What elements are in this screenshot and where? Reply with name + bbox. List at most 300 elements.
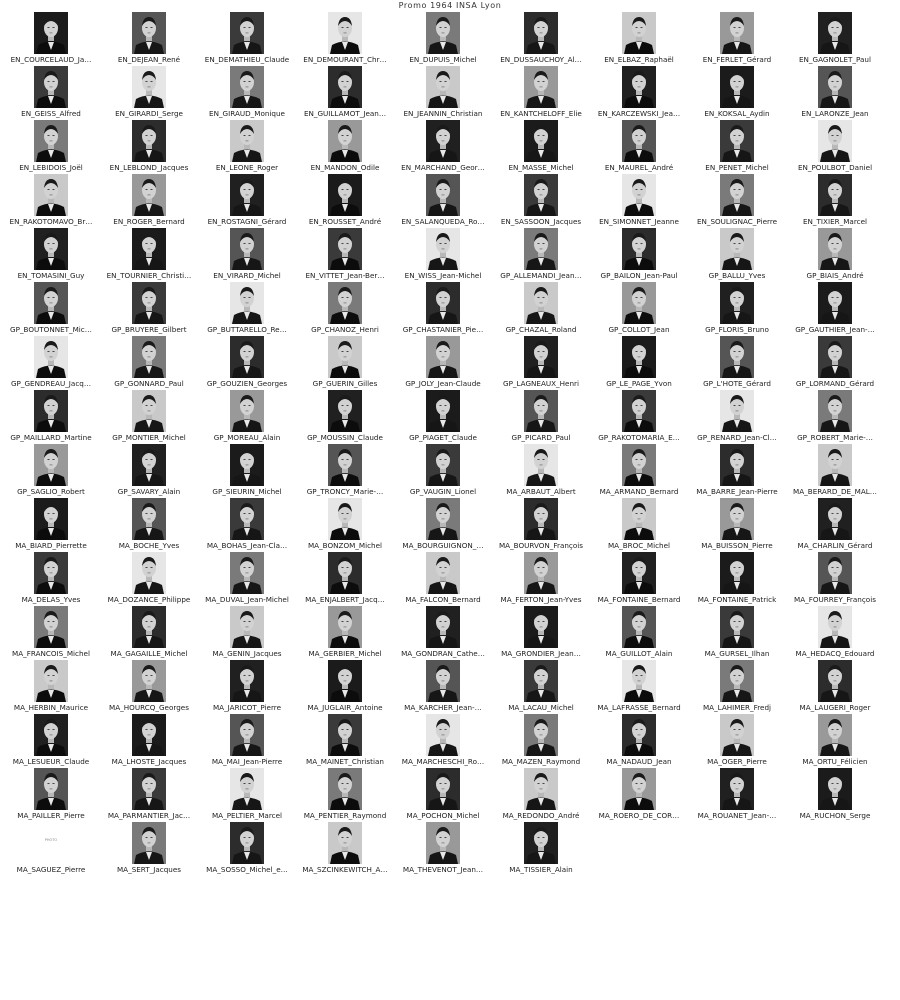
portrait-item[interactable] (2, 120, 100, 174)
portrait-caption[interactable]: GP_MAILLARD_Martine (10, 433, 92, 442)
portrait-item[interactable] (198, 660, 296, 714)
portrait-caption[interactable]: MA_MARCHESCHI_Ro… (401, 757, 485, 766)
portrait-photo[interactable] (328, 768, 362, 810)
portrait-caption[interactable]: GP_MOUSSIN_Claude (307, 433, 383, 442)
portrait-caption[interactable]: GP_BALLU_Yves (708, 271, 766, 280)
portrait-caption[interactable]: MA_FOURREY_François (794, 595, 876, 604)
portrait-item[interactable] (394, 390, 492, 444)
portrait-caption[interactable]: MA_MAZEN_Raymond (501, 757, 581, 766)
portrait-caption[interactable]: MA_ARMAND_Bernard (599, 487, 679, 496)
portrait-caption[interactable]: EN_SASSOON_Jacques (500, 217, 582, 226)
portrait-item[interactable] (198, 282, 296, 336)
portrait-caption[interactable]: MA_DELAS_Yves (21, 595, 81, 604)
portrait-photo[interactable] (426, 390, 460, 432)
portrait-item[interactable] (590, 660, 688, 714)
portrait-photo[interactable] (34, 120, 68, 162)
portrait-caption[interactable]: MA_BOURVON_François (498, 541, 584, 550)
portrait-caption[interactable]: GP_BAILON_Jean-Paul (600, 271, 678, 280)
portrait-item[interactable] (786, 120, 884, 174)
portrait-item[interactable] (100, 606, 198, 660)
portrait-photo[interactable] (426, 714, 460, 756)
portrait-caption[interactable]: GP_TRONCY_Marie-… (306, 487, 384, 496)
portrait-item[interactable] (590, 714, 688, 768)
portrait-photo[interactable] (34, 174, 68, 216)
portrait-photo[interactable] (720, 390, 754, 432)
portrait-caption[interactable]: MA_SAGUEZ_Pierre (16, 865, 86, 874)
portrait-photo[interactable] (622, 336, 656, 378)
portrait-photo[interactable] (720, 606, 754, 648)
portrait-photo[interactable] (426, 282, 460, 324)
portrait-item[interactable] (786, 336, 884, 390)
portrait-photo[interactable] (524, 66, 558, 108)
portrait-photo[interactable] (230, 390, 264, 432)
portrait-item[interactable] (688, 174, 786, 228)
portrait-item[interactable] (2, 822, 100, 876)
portrait-item[interactable] (394, 282, 492, 336)
portrait-item[interactable] (2, 66, 100, 120)
portrait-photo[interactable] (426, 822, 460, 864)
portrait-caption[interactable]: EN_ROSTAGNI_Gérard (207, 217, 287, 226)
portrait-item[interactable] (394, 714, 492, 768)
portrait-item[interactable] (198, 606, 296, 660)
portrait-item[interactable] (2, 174, 100, 228)
portrait-item[interactable] (296, 606, 394, 660)
portrait-photo[interactable] (524, 660, 558, 702)
portrait-item[interactable] (198, 390, 296, 444)
portrait-caption[interactable]: GP_ALLEMANDI_Jean… (500, 271, 582, 280)
portrait-item[interactable] (296, 12, 394, 66)
portrait-photo[interactable] (328, 174, 362, 216)
portrait-photo[interactable] (328, 390, 362, 432)
portrait-item[interactable] (394, 174, 492, 228)
portrait-item[interactable] (688, 336, 786, 390)
portrait-item[interactable] (296, 282, 394, 336)
portrait-caption[interactable]: GP_GOUZIEN_Georges (206, 379, 288, 388)
portrait-photo[interactable] (818, 174, 852, 216)
portrait-caption[interactable]: EN_DUPUIS_Michel (409, 55, 477, 64)
portrait-caption[interactable]: GP_PIAGET_Claude (409, 433, 477, 442)
portrait-caption[interactable]: EN_LEBIDOIS_Joël (19, 163, 83, 172)
portrait-caption[interactable]: EN_ELBAZ_Raphaël (604, 55, 674, 64)
portrait-caption[interactable]: MA_DUVAL_Jean-Michel (205, 595, 289, 604)
portrait-caption[interactable]: EN_LARONZE_Jean (801, 109, 869, 118)
portrait-caption[interactable]: EN_RAKOTOMAVO_Br… (9, 217, 93, 226)
portrait-caption[interactable]: GP_RENARD_Jean-Cl… (697, 433, 777, 442)
portrait-photo[interactable] (34, 390, 68, 432)
portrait-caption[interactable]: MA_RUCHON_Serge (799, 811, 871, 820)
portrait-photo[interactable] (132, 66, 166, 108)
portrait-photo[interactable] (720, 660, 754, 702)
portrait-photo[interactable] (230, 768, 264, 810)
portrait-caption[interactable]: EN_DEMOURANT_Chr… (303, 55, 387, 64)
portrait-item[interactable] (296, 444, 394, 498)
portrait-photo[interactable] (622, 174, 656, 216)
portrait-caption[interactable]: EN_GUILLAMOT_Jean… (303, 109, 387, 118)
portrait-photo[interactable] (622, 282, 656, 324)
portrait-item[interactable] (688, 444, 786, 498)
portrait-photo[interactable] (818, 66, 852, 108)
portrait-photo[interactable] (426, 174, 460, 216)
portrait-caption[interactable]: MA_BOHAS_Jean-Cla… (206, 541, 288, 550)
portrait-item[interactable] (590, 174, 688, 228)
portrait-caption[interactable]: MA_FALCON_Bernard (405, 595, 481, 604)
portrait-photo[interactable] (524, 606, 558, 648)
portrait-caption[interactable]: GP_CHAZAL_Roland (505, 325, 577, 334)
portrait-photo[interactable] (818, 606, 852, 648)
portrait-caption[interactable]: MA_PELTIER_Marcel (211, 811, 282, 820)
portrait-item[interactable] (198, 120, 296, 174)
portrait-caption[interactable]: GP_BOUTONNET_Mic… (10, 325, 92, 334)
portrait-item[interactable] (2, 336, 100, 390)
portrait-item[interactable] (100, 228, 198, 282)
portrait-item[interactable] (2, 282, 100, 336)
portrait-photo[interactable] (426, 120, 460, 162)
portrait-caption[interactable]: MA_MAINET_Christian (306, 757, 384, 766)
portrait-photo[interactable] (622, 66, 656, 108)
portrait-caption[interactable]: MA_BIARD_Pierrette (15, 541, 87, 550)
portrait-photo[interactable] (132, 498, 166, 540)
portrait-item[interactable] (394, 768, 492, 822)
portrait-item[interactable] (394, 822, 492, 876)
portrait-item[interactable] (590, 66, 688, 120)
portrait-item[interactable] (100, 498, 198, 552)
portrait-caption[interactable]: MA_LESUEUR_Claude (12, 757, 90, 766)
portrait-photo[interactable] (230, 336, 264, 378)
portrait-photo[interactable] (132, 822, 166, 864)
portrait-photo[interactable] (34, 66, 68, 108)
portrait-photo[interactable] (818, 12, 852, 54)
portrait-item[interactable] (100, 336, 198, 390)
portrait-photo[interactable] (230, 498, 264, 540)
portrait-item[interactable] (688, 12, 786, 66)
portrait-item[interactable] (2, 498, 100, 552)
portrait-photo[interactable] (132, 120, 166, 162)
portrait-photo[interactable] (622, 12, 656, 54)
portrait-item[interactable] (786, 228, 884, 282)
portrait-photo[interactable] (34, 12, 68, 54)
portrait-item[interactable] (590, 120, 688, 174)
portrait-caption[interactable]: MA_GRONDIER_Jean… (501, 649, 581, 658)
portrait-caption[interactable]: MA_ORTU_Félicien (802, 757, 868, 766)
portrait-photo[interactable] (328, 552, 362, 594)
portrait-item[interactable] (492, 444, 590, 498)
portrait-caption[interactable]: GP_GUERIN_Gilles (312, 379, 378, 388)
portrait-photo[interactable] (622, 444, 656, 486)
portrait-item[interactable] (394, 660, 492, 714)
portrait-photo[interactable] (524, 12, 558, 54)
portrait-photo[interactable] (328, 66, 362, 108)
portrait-item[interactable] (492, 552, 590, 606)
portrait-caption[interactable]: MA_REDONDO_André (502, 811, 580, 820)
portrait-caption[interactable]: MA_BOCHE_Yves (118, 541, 180, 550)
portrait-photo[interactable] (622, 606, 656, 648)
portrait-item[interactable] (2, 12, 100, 66)
portrait-caption[interactable]: GP_CHANOZ_Henri (311, 325, 379, 334)
portrait-photo[interactable] (720, 12, 754, 54)
portrait-caption[interactable]: MA_FRANCOIS_Michel (12, 649, 90, 658)
portrait-item[interactable] (296, 714, 394, 768)
portrait-item[interactable] (590, 444, 688, 498)
portrait-caption[interactable]: MA_GAGAILLE_Michel (110, 649, 188, 658)
portrait-photo[interactable] (230, 552, 264, 594)
portrait-caption[interactable]: EN_GAGNOLET_Paul (799, 55, 871, 64)
portrait-photo[interactable] (230, 660, 264, 702)
portrait-caption[interactable]: EN_ROGER_Bernard (113, 217, 185, 226)
portrait-caption[interactable]: MA_SOSSO_Michel_e… (206, 865, 288, 874)
portrait-photo[interactable] (34, 606, 68, 648)
portrait-photo[interactable] (524, 498, 558, 540)
portrait-photo[interactable] (720, 66, 754, 108)
portrait-item[interactable] (492, 174, 590, 228)
portrait-item[interactable] (492, 660, 590, 714)
portrait-item[interactable] (688, 228, 786, 282)
portrait-caption[interactable]: MA_SZCINKEWITCH_A… (302, 865, 388, 874)
portrait-photo[interactable] (132, 12, 166, 54)
portrait-caption[interactable]: MA_GONDRAN_Cathe… (401, 649, 485, 658)
portrait-caption[interactable]: MA_BERARD_DE_MAL… (793, 487, 877, 496)
portrait-item[interactable] (590, 552, 688, 606)
portrait-caption[interactable]: MA_TISSIER_Alain (509, 865, 573, 874)
portrait-photo[interactable] (818, 282, 852, 324)
portrait-item[interactable] (296, 174, 394, 228)
portrait-photo[interactable] (328, 282, 362, 324)
portrait-photo[interactable] (230, 282, 264, 324)
portrait-photo[interactable] (720, 228, 754, 270)
portrait-item[interactable] (492, 282, 590, 336)
portrait-item[interactable] (198, 714, 296, 768)
portrait-item[interactable] (100, 822, 198, 876)
portrait-item[interactable] (198, 444, 296, 498)
portrait-caption[interactable]: GP_BUTTARELLO_Re… (207, 325, 287, 334)
portrait-photo[interactable] (720, 120, 754, 162)
portrait-item[interactable] (786, 498, 884, 552)
portrait-caption[interactable]: GP_VAUGIN_Lionel (409, 487, 477, 496)
portrait-item[interactable] (492, 336, 590, 390)
portrait-photo[interactable] (34, 228, 68, 270)
portrait-caption[interactable]: MA_THEVENOT_Jean… (402, 865, 484, 874)
portrait-caption[interactable]: EN_WISS_Jean-Michel (404, 271, 482, 280)
portrait-caption[interactable]: MA_LACAU_Michel (508, 703, 574, 712)
portrait-item[interactable] (492, 498, 590, 552)
portrait-photo[interactable] (328, 606, 362, 648)
portrait-item[interactable] (296, 768, 394, 822)
portrait-item[interactable] (786, 282, 884, 336)
portrait-item[interactable] (786, 552, 884, 606)
portrait-caption[interactable]: MA_KARCHER_Jean-… (404, 703, 482, 712)
portrait-caption[interactable]: MA_POCHON_Michel (406, 811, 480, 820)
portrait-photo[interactable] (132, 660, 166, 702)
portrait-photo[interactable] (34, 552, 68, 594)
portrait-item[interactable] (492, 66, 590, 120)
portrait-item[interactable] (100, 768, 198, 822)
portrait-photo[interactable] (524, 390, 558, 432)
portrait-item[interactable] (688, 498, 786, 552)
portrait-caption[interactable]: MA_PENTIER_Raymond (303, 811, 387, 820)
portrait-photo[interactable] (230, 822, 264, 864)
portrait-caption[interactable]: EN_GIRARDI_Serge (115, 109, 183, 118)
portrait-item[interactable] (394, 66, 492, 120)
portrait-photo[interactable] (720, 498, 754, 540)
portrait-photo[interactable] (34, 822, 68, 864)
portrait-item[interactable] (590, 390, 688, 444)
portrait-item[interactable] (590, 228, 688, 282)
portrait-item[interactable] (296, 552, 394, 606)
portrait-item[interactable] (100, 714, 198, 768)
portrait-item[interactable] (688, 390, 786, 444)
portrait-photo[interactable] (818, 390, 852, 432)
portrait-caption[interactable]: MA_GENIN_Jacques (212, 649, 282, 658)
portrait-photo[interactable] (524, 714, 558, 756)
portrait-photo[interactable] (328, 336, 362, 378)
portrait-photo[interactable] (230, 120, 264, 162)
portrait-item[interactable] (786, 660, 884, 714)
portrait-item[interactable] (2, 606, 100, 660)
portrait-photo[interactable] (132, 282, 166, 324)
portrait-item[interactable] (590, 12, 688, 66)
portrait-photo[interactable] (524, 768, 558, 810)
portrait-caption[interactable]: EN_KOKSAL_Aydin (704, 109, 770, 118)
portrait-item[interactable] (100, 444, 198, 498)
portrait-caption[interactable]: MA_LAUGERI_Roger (799, 703, 871, 712)
portrait-caption[interactable]: MA_ENJALBERT_Jacq… (305, 595, 385, 604)
portrait-item[interactable] (492, 390, 590, 444)
portrait-caption[interactable]: MA_BOURGUIGNON_… (402, 541, 484, 550)
portrait-caption[interactable]: EN_MAUREL_André (604, 163, 674, 172)
portrait-caption[interactable]: MA_OGER_Pierre (707, 757, 767, 766)
portrait-photo[interactable] (426, 66, 460, 108)
portrait-caption[interactable]: MA_PARMANTIER_Jac… (107, 811, 191, 820)
portrait-item[interactable] (2, 228, 100, 282)
portrait-photo[interactable] (426, 660, 460, 702)
portrait-item[interactable] (394, 12, 492, 66)
portrait-caption[interactable]: GP_COLLOT_Jean (608, 325, 670, 334)
portrait-photo[interactable] (818, 498, 852, 540)
portrait-item[interactable] (688, 714, 786, 768)
portrait-photo[interactable] (622, 552, 656, 594)
portrait-item[interactable] (198, 174, 296, 228)
portrait-item[interactable] (296, 822, 394, 876)
portrait-photo[interactable] (34, 336, 68, 378)
portrait-caption[interactable]: GP_BRUYERE_Gilbert (111, 325, 187, 334)
portrait-item[interactable] (2, 660, 100, 714)
portrait-item[interactable] (688, 768, 786, 822)
portrait-item[interactable] (492, 714, 590, 768)
portrait-photo[interactable] (132, 768, 166, 810)
portrait-caption[interactable]: MA_FONTAINE_Bernard (597, 595, 681, 604)
portrait-item[interactable] (296, 390, 394, 444)
portrait-item[interactable] (296, 66, 394, 120)
portrait-caption[interactable]: GP_FLORIS_Bruno (705, 325, 769, 334)
portrait-photo[interactable] (720, 714, 754, 756)
portrait-item[interactable] (198, 498, 296, 552)
portrait-photo[interactable] (34, 660, 68, 702)
portrait-caption[interactable]: EN_SIMONNET_Jeanne (599, 217, 679, 226)
portrait-photo[interactable] (426, 552, 460, 594)
portrait-item[interactable] (100, 174, 198, 228)
portrait-item[interactable] (100, 282, 198, 336)
portrait-item[interactable] (100, 552, 198, 606)
portrait-item[interactable] (296, 336, 394, 390)
portrait-item[interactable] (786, 174, 884, 228)
portrait-caption[interactable]: GP_JOLY_Jean-Claude (405, 379, 481, 388)
portrait-photo[interactable] (622, 498, 656, 540)
portrait-photo[interactable] (230, 714, 264, 756)
portrait-caption[interactable]: GP_GENDREAU_Jacq… (10, 379, 92, 388)
portrait-caption[interactable]: MA_CHARLIN_Gérard (797, 541, 873, 550)
portrait-item[interactable] (198, 552, 296, 606)
portrait-item[interactable] (2, 714, 100, 768)
portrait-caption[interactable]: EN_DEJEAN_René (117, 55, 181, 64)
portrait-caption[interactable]: EN_COURCELAUD_Ja… (10, 55, 92, 64)
portrait-photo[interactable] (426, 498, 460, 540)
portrait-caption[interactable]: MA_HEDACQ_Edouard (795, 649, 875, 658)
portrait-item[interactable] (492, 120, 590, 174)
portrait-item[interactable] (296, 120, 394, 174)
portrait-caption[interactable]: MA_ROERO_DE_COR… (598, 811, 680, 820)
portrait-caption[interactable]: EN_KARCZEWSKI_Jea… (597, 109, 681, 118)
portrait-item[interactable] (688, 120, 786, 174)
portrait-photo[interactable] (818, 228, 852, 270)
portrait-item[interactable] (296, 660, 394, 714)
portrait-caption[interactable]: GP_GONNARD_Paul (114, 379, 184, 388)
portrait-item[interactable] (394, 120, 492, 174)
portrait-photo[interactable] (720, 336, 754, 378)
portrait-photo[interactable] (230, 444, 264, 486)
portrait-caption[interactable]: GP_LAGNEAUX_Henri (503, 379, 579, 388)
portrait-caption[interactable]: MA_NADAUD_Jean (606, 757, 672, 766)
portrait-photo[interactable] (622, 228, 656, 270)
portrait-item[interactable] (492, 768, 590, 822)
portrait-photo[interactable] (524, 444, 558, 486)
portrait-photo[interactable] (426, 336, 460, 378)
portrait-item[interactable] (786, 444, 884, 498)
portrait-item[interactable] (394, 498, 492, 552)
portrait-caption[interactable]: MA_BUISSON_Pierre (701, 541, 773, 550)
portrait-item[interactable] (296, 498, 394, 552)
portrait-photo[interactable] (132, 336, 166, 378)
portrait-photo[interactable] (524, 228, 558, 270)
portrait-photo[interactable] (132, 714, 166, 756)
portrait-caption[interactable]: GP_L'HOTE_Gérard (703, 379, 771, 388)
portrait-caption[interactable]: GP_SAVARY_Alain (117, 487, 181, 496)
portrait-item[interactable] (688, 606, 786, 660)
portrait-caption[interactable]: EN_MANDON_Odile (310, 163, 380, 172)
portrait-photo[interactable] (132, 606, 166, 648)
portrait-photo[interactable] (818, 768, 852, 810)
portrait-item[interactable] (786, 66, 884, 120)
portrait-item[interactable] (590, 336, 688, 390)
portrait-photo[interactable] (818, 120, 852, 162)
portrait-caption[interactable]: EN_TOURNIER_Christi… (106, 271, 192, 280)
portrait-photo[interactable] (524, 336, 558, 378)
portrait-photo[interactable] (132, 228, 166, 270)
portrait-item[interactable] (688, 660, 786, 714)
portrait-photo[interactable] (230, 174, 264, 216)
portrait-item[interactable] (198, 822, 296, 876)
portrait-photo[interactable] (818, 444, 852, 486)
portrait-caption[interactable]: EN_GEISS_Alfred (21, 109, 81, 118)
portrait-photo[interactable] (622, 120, 656, 162)
portrait-item[interactable] (198, 768, 296, 822)
portrait-photo[interactable] (230, 228, 264, 270)
portrait-photo[interactable] (720, 174, 754, 216)
portrait-photo[interactable] (720, 768, 754, 810)
portrait-caption[interactable]: MA_ROUANET_Jean-… (697, 811, 777, 820)
portrait-caption[interactable]: EN_MARCHAND_Geor… (401, 163, 485, 172)
portrait-photo[interactable] (622, 660, 656, 702)
portrait-caption[interactable]: EN_LEONE_Roger (215, 163, 279, 172)
portrait-caption[interactable]: EN_DEMATHIEU_Claude (204, 55, 290, 64)
